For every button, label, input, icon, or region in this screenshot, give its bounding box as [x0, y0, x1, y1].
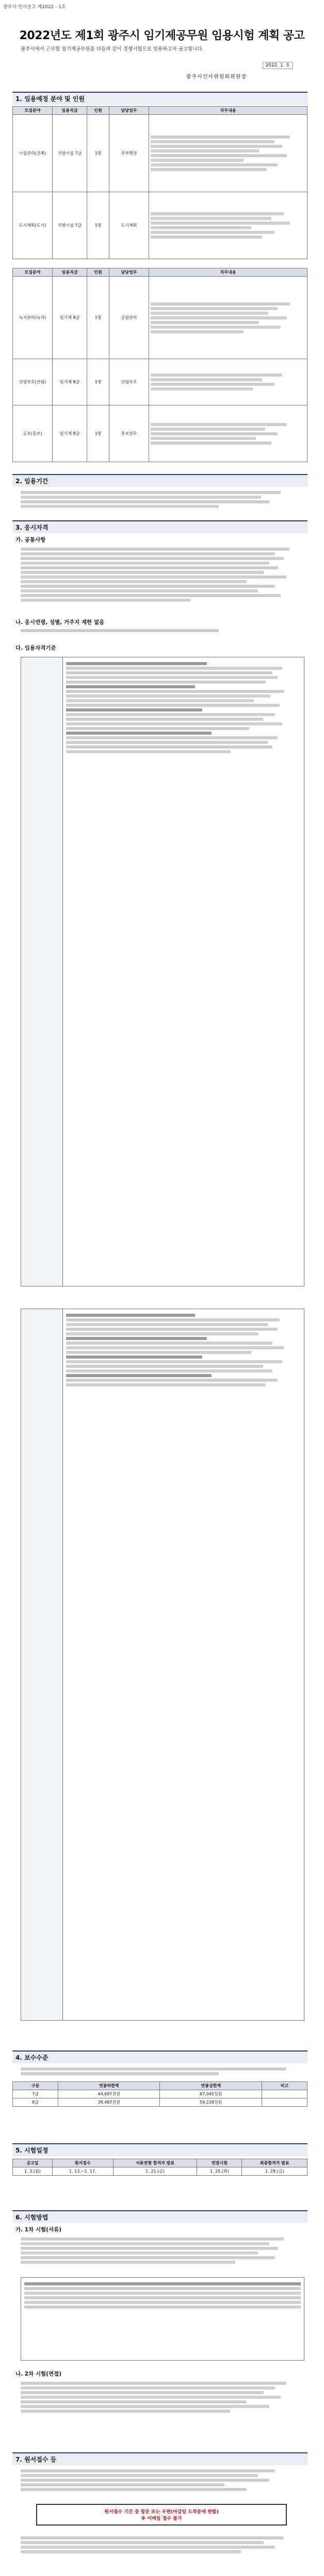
section-5-heading: 5. 시험일정 [12, 2143, 307, 2156]
qualification-table [21, 657, 304, 1286]
col-header: 최종합격자 발표 [242, 2159, 307, 2167]
section-4-heading: 4. 보수수준 [12, 2050, 307, 2063]
table-cell: 1. 25.(화) [197, 2167, 242, 2176]
table-cell: 67,045천원 [160, 2090, 262, 2098]
col-header: 연봉상한액 [160, 2082, 262, 2090]
salary-table [12, 2081, 307, 2107]
table-cell: 공원관리 [109, 277, 149, 359]
col-header: 공고일 [13, 2159, 53, 2167]
table-cell: 도시계획(도시) [13, 192, 53, 259]
col-header: 서류전형 합격자 발표 [113, 2159, 197, 2167]
section-6a-body [21, 2236, 303, 2265]
submission-warning: ※ 이메일 접수 불가 [141, 2516, 182, 2521]
table-cell: 산림보호 [109, 359, 149, 405]
table-cell: 녹지관리(녹지) [13, 277, 53, 359]
table-cell: 산림보호(산림) [13, 359, 53, 405]
table-cell [149, 277, 307, 359]
table-cell: 주차행정 [109, 115, 149, 192]
table-cell: 39,487천원 [58, 2098, 160, 2107]
notice-number: 광주시 인사공고 제2022 - 1호 [3, 5, 66, 10]
section-7-body-2 [21, 2535, 303, 2555]
table-row [13, 2167, 307, 2176]
section-6-heading: 6. 시험방법 [12, 2210, 307, 2223]
table-cell: 1명 [87, 192, 109, 259]
section-3b-heading: 나. 응시연령, 성별, 거주지 제한 없음 [15, 619, 105, 625]
evaluation-table [21, 2277, 304, 2361]
table-row [13, 405, 307, 462]
col-header: 원서접수 [52, 2159, 113, 2167]
col-header: 모집분야 [13, 268, 53, 277]
table-cell [149, 192, 307, 259]
table-cell [262, 2098, 307, 2107]
section-3-heading: 3. 응시자격 [12, 520, 307, 533]
positions-table-2 [12, 268, 307, 462]
section-6a-heading: 가. 1차 시험(서류) [15, 2227, 62, 2233]
col-header: 직무내용 [149, 107, 307, 115]
table-cell: 1명 [87, 277, 109, 359]
table-cell: 59,228천원 [160, 2098, 262, 2107]
section-1-heading: 1. 임용예정 분야 및 인원 [12, 92, 307, 105]
table-cell: 7급 [13, 2090, 58, 2098]
table-cell: 1. 21.(금) [113, 2167, 197, 2176]
table-cell: 8급 [13, 2098, 58, 2107]
table-cell [149, 359, 307, 405]
section-3a-body [21, 546, 303, 603]
col-header: 담당업무 [109, 268, 149, 277]
col-header: 연봉하한액 [58, 2082, 160, 2090]
table-cell: 1. 28.(금) [242, 2167, 307, 2176]
submission-notice-box [36, 2504, 287, 2526]
submission-method: 원서접수 기간 중 방문 또는 우편(마감일 도착분에 한함) [104, 2510, 219, 2515]
table-cell: 44,697천원 [58, 2090, 160, 2098]
notice-date: 2022. 1. 3. [263, 62, 293, 69]
section-3b-body [21, 628, 303, 634]
page-title: 2022년도 제1회 광주시 임기제공무원 임용시험 계획 공고 [19, 29, 305, 42]
section-2-body [21, 489, 303, 510]
table-row [13, 192, 307, 259]
table-cell: 1명 [87, 359, 109, 405]
intro-text: 광주시에서 근무할 임기제공무원을 다음과 같이 경쟁시험으로 임용하고자 공고합니다. [21, 46, 204, 52]
col-header: 비고 [262, 2082, 307, 2090]
table-cell: 1명 [87, 405, 109, 462]
table-row [13, 359, 307, 405]
table-cell [149, 405, 307, 462]
col-header: 면접시험 [197, 2159, 242, 2167]
col-header: 임용직급 [53, 268, 87, 277]
table-cell: 공보(홍보) [13, 405, 53, 462]
section-7-heading: 7. 원서접수 등 [12, 2452, 307, 2465]
table-cell: 임기제 8급 [53, 405, 87, 462]
positions-table-1 [12, 106, 307, 259]
col-header: 구분 [13, 2082, 58, 2090]
table-cell: 1. 3.(월) [13, 2167, 53, 2176]
section-3a-heading: 가. 공통사항 [15, 537, 46, 543]
table-row [13, 2090, 307, 2098]
table-row [13, 2098, 307, 2107]
table-cell: 1명 [87, 115, 109, 192]
qualification-table-2 [21, 1309, 304, 2021]
col-header: 모집분야 [13, 107, 53, 115]
table-cell: 지방시설 7급 [53, 115, 87, 192]
schedule-table [12, 2159, 307, 2176]
table-row [13, 115, 307, 192]
col-header: 인원 [87, 268, 109, 277]
section-3c-heading: 다. 임용자격기준 [15, 645, 56, 651]
section-7-body [21, 2468, 303, 2493]
table-cell: 도시계획 [109, 192, 149, 259]
table-cell: 지방시설 7급 [53, 192, 87, 259]
col-header: 담당업무 [109, 107, 149, 115]
table-cell [149, 115, 307, 192]
table-cell: 임기제 8급 [53, 277, 87, 359]
table-cell: 홍보업무 [109, 405, 149, 462]
section-2-heading: 2. 임용기간 [12, 474, 307, 487]
table-cell: 1. 13.~1. 17. [52, 2167, 113, 2176]
table-cell: 임기제 8급 [53, 359, 87, 405]
table-row [13, 277, 307, 359]
section-6b-heading: 나. 2차 시험(면접) [15, 2371, 62, 2377]
issuing-org: 광주시인사위원회위원장 [186, 74, 247, 80]
col-header: 임용직급 [53, 107, 87, 115]
table-cell: 시설관리(건축) [13, 115, 53, 192]
table-cell [262, 2090, 307, 2098]
col-header: 인원 [87, 107, 109, 115]
section-4-body [21, 2066, 303, 2077]
col-header: 직무내용 [149, 268, 307, 277]
section-6b-body [21, 2380, 303, 2414]
